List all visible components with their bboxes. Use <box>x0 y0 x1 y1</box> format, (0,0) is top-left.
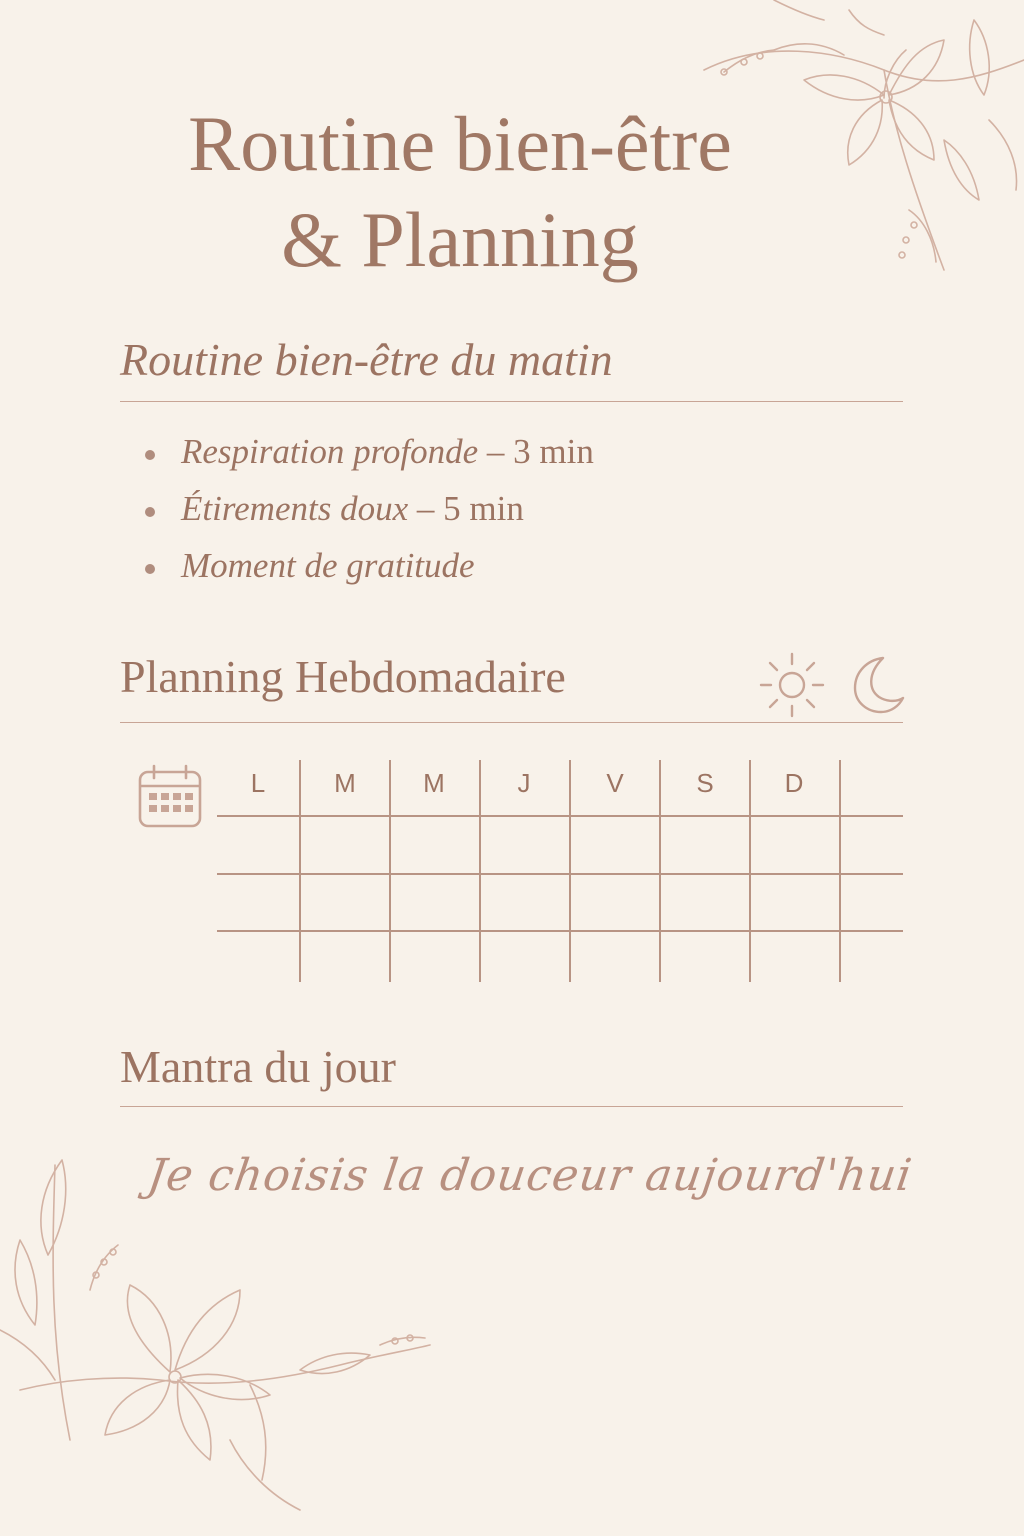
grid-row-divider <box>217 930 903 932</box>
mantra-divider <box>120 1106 903 1107</box>
mantra-heading: Mantra du jour <box>120 1041 396 1092</box>
morning-routine-list <box>140 432 594 603</box>
routine-activity: Moment de gratitude <box>181 546 475 585</box>
page-title <box>100 96 820 288</box>
day-label-thursday: J <box>517 768 531 798</box>
routine-activity: Étirements doux <box>181 489 409 528</box>
floral-decoration-bottom-icon <box>0 1140 460 1536</box>
weekly-planning-divider <box>120 722 903 723</box>
calendar-icon <box>136 762 204 830</box>
day-label-sunday: D <box>784 768 804 798</box>
page-title-line-1: Routine bien-être <box>188 100 732 187</box>
sun-icon <box>757 650 827 720</box>
grid-row-divider <box>217 873 903 875</box>
morning-routine-heading: Routine bien-être du matin <box>120 334 613 385</box>
routine-activity: Respiration profonde <box>181 432 479 471</box>
list-item <box>140 489 594 546</box>
list-item <box>140 546 594 603</box>
weekly-planning-heading: Planning Hebdomadaire <box>120 651 566 702</box>
day-label-wednesday: M <box>423 768 445 798</box>
page-title-line-2: & Planning <box>281 196 639 283</box>
grid-column-divider <box>569 760 571 982</box>
grid-column-divider <box>299 760 301 982</box>
routine-duration: – 3 min <box>478 432 594 471</box>
morning-routine-divider <box>120 401 903 402</box>
moon-icon <box>843 652 907 716</box>
grid-column-divider <box>389 760 391 982</box>
list-item <box>140 432 594 489</box>
day-label-saturday: S <box>696 768 714 798</box>
day-label-friday: V <box>606 768 624 798</box>
grid-column-divider <box>479 760 481 982</box>
grid-column-divider <box>659 760 661 982</box>
grid-column-divider <box>749 760 751 982</box>
grid-column-divider <box>839 760 841 982</box>
mantra-text: Je choisis la douceur aujourd'hui <box>144 1150 916 1201</box>
grid-row-divider <box>217 815 903 817</box>
routine-duration: – 5 min <box>408 489 524 528</box>
day-label-monday: L <box>250 768 266 798</box>
day-label-tuesday: M <box>334 768 356 798</box>
